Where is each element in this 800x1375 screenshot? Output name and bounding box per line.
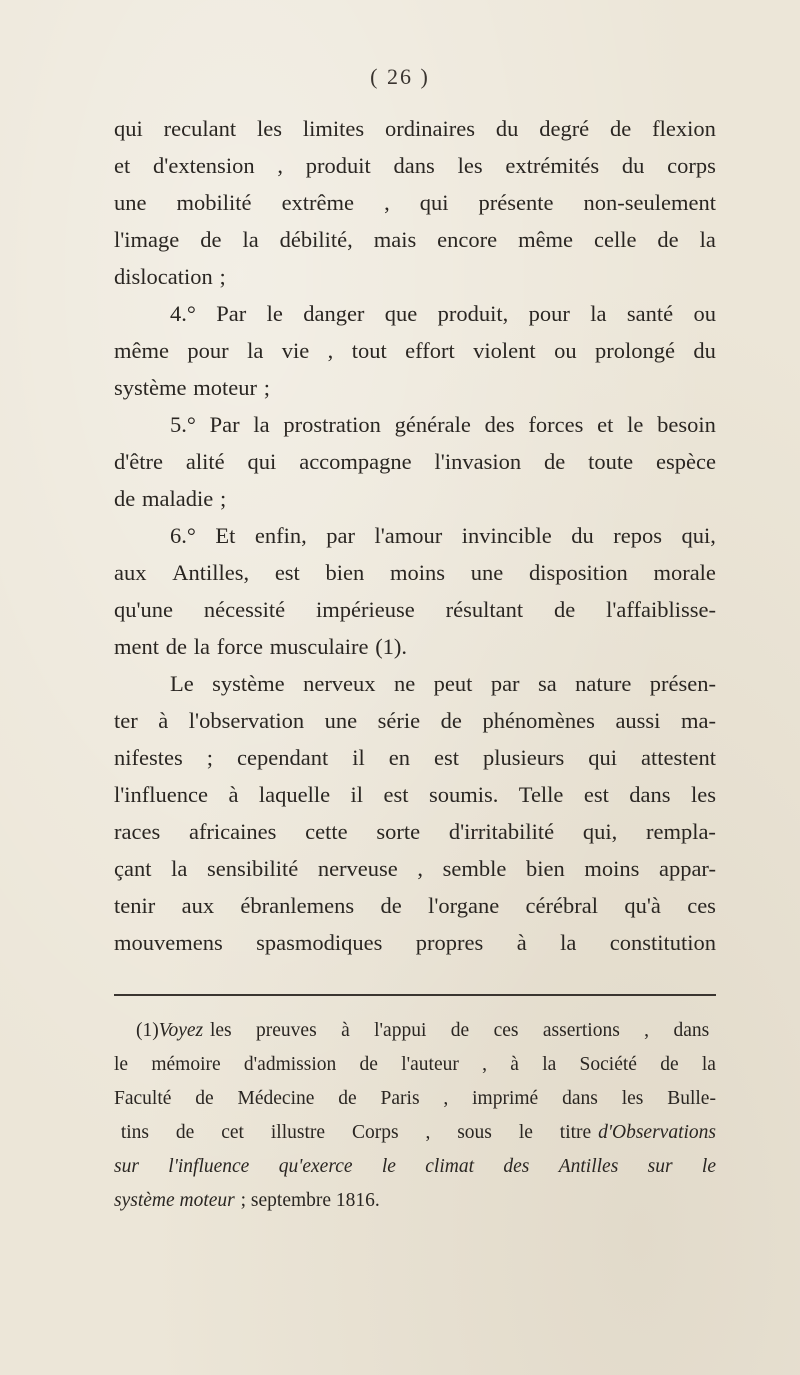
word: et [597, 412, 614, 437]
word: prolongé [594, 338, 675, 363]
word: l'auteur [401, 1054, 459, 1075]
text-line [114, 850, 716, 887]
word: à [510, 1054, 519, 1075]
word: semble [442, 856, 507, 881]
word: nature [575, 671, 632, 696]
word: à [341, 1020, 350, 1041]
word: système [114, 375, 187, 400]
word: races [114, 819, 161, 844]
word: climat [425, 1156, 475, 1177]
word: reculant [163, 116, 237, 141]
text-line [114, 517, 716, 554]
word: ces [493, 1020, 519, 1041]
word: impérieuse [316, 597, 415, 622]
text-line [114, 184, 716, 221]
footnote-line [114, 1048, 716, 1082]
word: la [701, 1054, 716, 1075]
word: moteur [193, 375, 257, 400]
word: (1). [375, 634, 408, 659]
word: des [484, 412, 515, 437]
word: , [425, 1122, 431, 1143]
text-line [114, 665, 716, 702]
word: Paris [380, 1088, 420, 1109]
word: tins [120, 1122, 149, 1143]
word: produit [305, 153, 371, 178]
word: générale [394, 412, 471, 437]
word: présente [478, 190, 554, 215]
word: nerveuse [317, 856, 398, 881]
word: est [274, 560, 300, 585]
word: santé [626, 301, 674, 326]
word: de [660, 1054, 679, 1075]
word: le [701, 1156, 716, 1177]
word: ; [263, 375, 270, 400]
word: aux [114, 560, 147, 585]
word: appar- [658, 856, 716, 881]
word: l'observation [188, 708, 305, 733]
word: dans [562, 1088, 598, 1109]
word: nerveux [303, 671, 376, 696]
word: cette [305, 819, 348, 844]
word: , [482, 1054, 488, 1075]
word: rempla- [645, 819, 716, 844]
word: nécessité [203, 597, 286, 622]
word: série [377, 708, 421, 733]
word: morale [653, 560, 716, 585]
word: , [277, 153, 283, 178]
word: mais [373, 227, 417, 252]
word: du [571, 523, 594, 548]
word: de [338, 1088, 357, 1109]
text-line [114, 887, 716, 924]
word: ces [687, 893, 716, 918]
word: ébranlemens [240, 893, 355, 918]
word: par [326, 523, 355, 548]
word: repos [613, 523, 662, 548]
word: qui, [681, 523, 716, 548]
word: alité [185, 449, 225, 474]
word: résultant [445, 597, 524, 622]
text-line [114, 924, 716, 961]
word: la [242, 227, 259, 252]
word: non-seulement [583, 190, 716, 215]
word: même [518, 227, 574, 252]
word: enfin, [254, 523, 307, 548]
word: de [610, 116, 632, 141]
word: est [383, 782, 409, 807]
footnote-line [114, 1184, 716, 1218]
word: la [560, 930, 577, 955]
word: , [384, 190, 390, 215]
word: spasmodiques [256, 930, 383, 955]
word: l'image [114, 227, 180, 252]
word: imprimé [472, 1088, 539, 1109]
word: aussi [615, 708, 661, 733]
word: tout [351, 338, 387, 363]
word: ou [693, 301, 716, 326]
word: ou [554, 338, 577, 363]
word: titre [559, 1122, 592, 1143]
word: d'irritabilité [448, 819, 555, 844]
word: en [388, 745, 410, 770]
word: la [253, 412, 270, 437]
text-line [114, 628, 716, 665]
text-line [114, 221, 716, 258]
word: de [359, 1054, 378, 1075]
word: , [443, 1088, 449, 1109]
footnote-line1-rest [210, 1014, 709, 1048]
word: peut [433, 671, 473, 696]
text-line [114, 110, 716, 147]
word: , [417, 856, 424, 881]
word: phénomènes [482, 708, 595, 733]
word: le [114, 1054, 129, 1075]
word: cet [221, 1122, 244, 1143]
text-line [114, 369, 716, 406]
word: est [583, 782, 609, 807]
word: d'admission [243, 1054, 337, 1075]
word: qu'une [114, 597, 174, 622]
word: Corps [351, 1122, 399, 1143]
word: d'extension [153, 153, 255, 178]
word: de [200, 227, 222, 252]
word: corps [667, 153, 716, 178]
footnote-line6-italic: système moteur [114, 1190, 235, 1211]
word: Bulle- [667, 1088, 716, 1109]
text-line [114, 258, 716, 295]
word: de [380, 893, 402, 918]
word: qu'exerce [278, 1156, 353, 1177]
word: ; [219, 486, 227, 511]
footnote-line [114, 1116, 716, 1150]
word: sorte [376, 819, 421, 844]
word: prostration [283, 412, 381, 437]
word: système [212, 671, 285, 696]
word: le [518, 1122, 533, 1143]
footnote-divider [114, 994, 716, 996]
word: la [171, 856, 188, 881]
word: cependant [237, 745, 329, 770]
word: Société [579, 1054, 637, 1075]
text-line [114, 147, 716, 184]
word: ment [114, 634, 159, 659]
word: flexion [652, 116, 716, 141]
word: Par [216, 301, 247, 326]
word: mémoire [151, 1054, 221, 1075]
word: les [690, 782, 716, 807]
word: 5.° [170, 412, 196, 437]
word: extrémités [505, 153, 600, 178]
word: effort [405, 338, 455, 363]
word: musculaire [269, 634, 369, 659]
word: de [440, 708, 462, 733]
word: à [516, 930, 527, 955]
word: plusieurs [482, 745, 565, 770]
word: Antilles [558, 1156, 619, 1177]
word: forces [528, 412, 584, 437]
word: le [627, 412, 644, 437]
word: force [216, 634, 263, 659]
word: propres [415, 930, 484, 955]
word: sa [537, 671, 557, 696]
word: dans [673, 1020, 710, 1041]
word: de [553, 597, 576, 622]
word: maladie [142, 486, 214, 511]
text-line [114, 739, 716, 776]
word: accompagne [299, 449, 412, 474]
word: est [433, 745, 459, 770]
word: le [266, 301, 283, 326]
word: les [621, 1088, 644, 1109]
word: Et [215, 523, 236, 548]
word: des [503, 1156, 530, 1177]
text-line [114, 554, 716, 591]
word: par [490, 671, 520, 696]
word: Faculté [114, 1088, 172, 1109]
word: nifestes [114, 745, 183, 770]
word: bien [525, 856, 565, 881]
word: 6.° [170, 523, 196, 548]
word: de [165, 634, 187, 659]
word: de [175, 1122, 195, 1143]
footnote [114, 1014, 716, 1218]
word: sur [647, 1156, 673, 1177]
word: mouvemens [114, 930, 223, 955]
word: tenir [114, 893, 156, 918]
word: à [228, 782, 239, 807]
word: à [158, 708, 169, 733]
word: ; [219, 264, 226, 289]
word: ordinaires [384, 116, 475, 141]
word: Le [170, 671, 194, 696]
word: la [699, 227, 716, 252]
page-number: ( 26 ) [370, 64, 430, 89]
footnote-line [114, 1082, 716, 1116]
word: celle [594, 227, 637, 252]
word: sur [114, 1156, 139, 1177]
word: illustre [270, 1122, 326, 1143]
word: qui, [582, 819, 618, 844]
word: du [495, 116, 519, 141]
word: danger [303, 301, 365, 326]
word: de [657, 227, 679, 252]
word: qu'à [624, 893, 661, 918]
footnote-line [114, 1014, 716, 1048]
footnote-line [114, 1150, 716, 1184]
word: la [247, 338, 264, 363]
word: l'organe [428, 893, 500, 918]
word: disposition [528, 560, 628, 585]
word: laquelle [258, 782, 331, 807]
word: , [644, 1020, 650, 1041]
word: ter [114, 708, 138, 733]
word: degré [539, 116, 590, 141]
word: Par [209, 412, 240, 437]
footnote-voyez: Voyez [158, 1020, 204, 1041]
word: Telle [518, 782, 564, 807]
word: de [195, 1088, 214, 1109]
word: il [350, 782, 364, 807]
word: assertions [542, 1020, 620, 1041]
word: l'appui [374, 1020, 427, 1041]
text-line [114, 295, 716, 332]
word: qui [419, 190, 449, 215]
word: dans [629, 782, 671, 807]
word: l'influence [168, 1156, 250, 1177]
word: 4.° [170, 301, 196, 326]
word: sous [457, 1122, 492, 1143]
text-line [114, 591, 716, 628]
word: limites [302, 116, 365, 141]
word: qui [247, 449, 277, 474]
word: que [384, 301, 418, 326]
word: le [381, 1156, 396, 1177]
word: l'invasion [434, 449, 522, 474]
word: moins [584, 856, 640, 881]
word: constitution [609, 930, 716, 955]
word: débilité, [279, 227, 353, 252]
word: aux [181, 893, 215, 918]
footnote-line6-plain: ; septembre 1816. [240, 1190, 380, 1211]
word: une [470, 560, 504, 585]
word: du [621, 153, 645, 178]
word: dislocation [114, 264, 213, 289]
word: il [352, 745, 365, 770]
word: même [114, 338, 169, 363]
word: mobilité [176, 190, 252, 215]
word: une [114, 190, 147, 215]
word: toute [588, 449, 634, 474]
word: moins [390, 560, 446, 585]
word: les [457, 153, 483, 178]
word: du [693, 338, 716, 363]
footnote-line4-plain [121, 1116, 591, 1150]
word: de [543, 449, 566, 474]
word: espèce [656, 449, 716, 474]
word: soumis. [428, 782, 499, 807]
word: dans [393, 153, 435, 178]
body-text [114, 110, 716, 961]
text-line [114, 480, 716, 517]
word: la [193, 634, 210, 659]
text-line [114, 443, 716, 480]
word: l'influence [114, 782, 209, 807]
word: çant [114, 856, 152, 881]
word: encore [437, 227, 498, 252]
word: ne [393, 671, 416, 696]
word: présen- [649, 671, 716, 696]
text-line [114, 813, 716, 850]
word: cérébral [525, 893, 598, 918]
word: d'être [114, 449, 164, 474]
word: de [114, 486, 136, 511]
word: les [209, 1020, 232, 1041]
word: preuves [256, 1020, 317, 1041]
word: la [542, 1054, 557, 1075]
footnote-line4-italic: d'Observations [598, 1122, 716, 1143]
word: extrême [281, 190, 355, 215]
word: l'affaiblisse- [606, 597, 716, 622]
text-line [114, 702, 716, 739]
word: qui [588, 745, 617, 770]
footnote-marker: (1) [136, 1020, 159, 1041]
word: et [114, 153, 131, 178]
word: sensibilité [206, 856, 299, 881]
word: vie [281, 338, 310, 363]
text-line [114, 776, 716, 813]
word: une [324, 708, 358, 733]
word: produit, [437, 301, 509, 326]
text-line [114, 406, 716, 443]
word: africaines [188, 819, 277, 844]
word: pour [528, 301, 570, 326]
word: Médecine [237, 1088, 315, 1109]
word: , [327, 338, 334, 363]
word: Antilles, [172, 560, 250, 585]
word: besoin [657, 412, 716, 437]
word: les [256, 116, 282, 141]
word: invincible [461, 523, 552, 548]
word: de [450, 1020, 470, 1041]
word: ; [206, 745, 213, 770]
word: bien [325, 560, 365, 585]
word: l'amour [374, 523, 443, 548]
text-line [114, 332, 716, 369]
word: la [590, 301, 607, 326]
word: qui [114, 116, 143, 141]
word: pour [187, 338, 229, 363]
word: attestent [640, 745, 716, 770]
word: ma- [680, 708, 716, 733]
word: violent [473, 338, 536, 363]
